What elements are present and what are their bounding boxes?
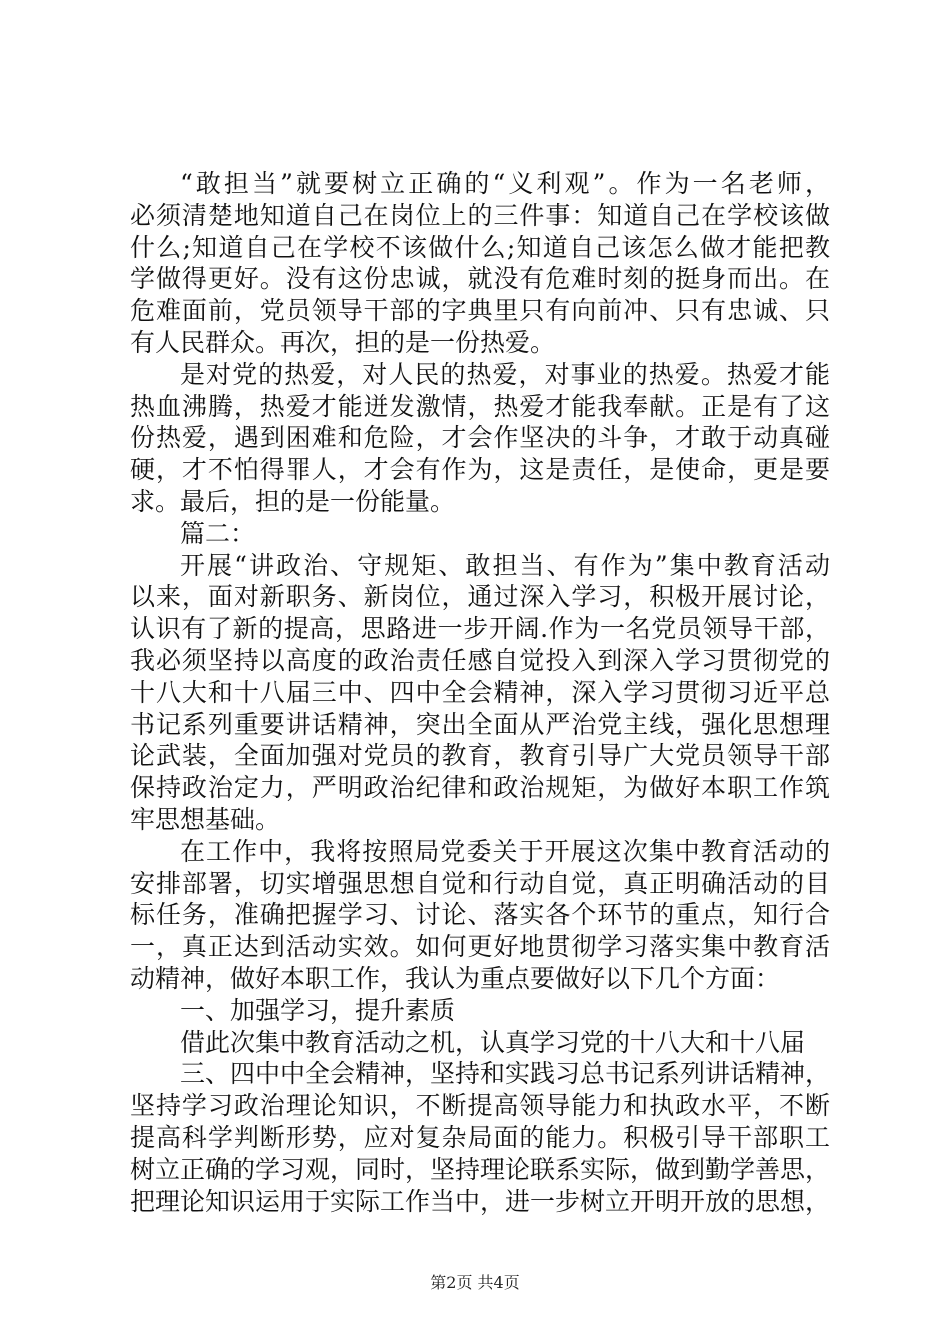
text-line: 认识有了新的提高，思路进一步开阔.作为一名党员领导干部， — [130, 614, 830, 644]
text-line: 一、加强学习，提升素质 — [180, 995, 456, 1025]
text-line: 学做得更好。没有这份忠诚，就没有危难时刻的挺身而出。在 — [130, 264, 830, 294]
text-line: 牢思想基础。 — [130, 804, 281, 834]
text-line: 提高科学判断形势，应对复杂局面的能力。积极引导干部职工 — [130, 1122, 830, 1152]
text-line: 把理论知识运用于实际工作当中，进一步树立开明开放的思想， — [130, 1186, 831, 1216]
text-line: 份热爱，遇到困难和危险，才会作坚决的斗争，才敢于动真碰 — [130, 423, 830, 453]
text-line: 有人民群众。再次，担的是一份热爱。 — [130, 327, 556, 357]
text-line: 论武装，全面加强对党员的教育，教育引导广大党员领导干部 — [130, 741, 830, 771]
text-line: 坚持学习政治理论知识，不断提高领导能力和执政水平，不断 — [130, 1091, 830, 1121]
text-line: 开展“讲政治、守规矩、敢担当、有作为”集中教育活动 — [180, 550, 830, 580]
text-line: 以来，面对新职务、新岗位，通过深入学习，积极开展讨论， — [130, 582, 830, 612]
text-line: 篇二： — [180, 518, 256, 548]
text-line: 是对党的热爱，对人民的热爱，对事业的热爱。热爱才能 — [180, 359, 830, 389]
text-line: 借此次集中教育活动之机，认真学习党的十八大和十八届 — [180, 1027, 806, 1057]
text-line: 安排部署，切实增强思想自觉和行动自觉，真正明确活动的目 — [130, 868, 830, 898]
text-line: 三、四中中全会精神，坚持和实践习总书记系列讲话精神， — [180, 1059, 831, 1089]
text-line: 十八大和十八届三中、四中全会精神，深入学习贯彻习近平总 — [130, 677, 830, 707]
document-body — [130, 168, 830, 1217]
text-line: 保持政治定力，严明政治纪律和政治规矩，为做好本职工作筑 — [130, 773, 830, 803]
text-line: 热血沸腾，热爱才能迸发激情，热爱才能我奉献。正是有了这 — [130, 391, 830, 421]
text-line: 必须清楚地知道自己在岗位上的三件事：知道自己在学校该做 — [130, 200, 830, 230]
text-line: 我必须坚持以高度的政治责任感自觉投入到深入学习贯彻党的 — [130, 645, 830, 675]
text-line: 危难面前，党员领导干部的字典里只有向前冲、只有忠诚、只 — [130, 296, 830, 326]
text-line: “敢担当”就要树立正确的“义利观”。作为一名老师， — [180, 169, 830, 198]
text-line: 求。最后，担的是一份能量。 — [130, 486, 456, 516]
text-line: 树立正确的学习观，同时，坚持理论联系实际，做到勤学善思， — [130, 1154, 831, 1184]
text-line: 书记系列重要讲话精神，突出全面从严治党主线，强化思想理 — [130, 709, 830, 739]
text-line: 硬，才不怕得罪人，才会有作为，这是责任，是使命，更是要 — [130, 455, 830, 485]
text-line: 在工作中，我将按照局党委关于开展这次集中教育活动的 — [180, 836, 830, 866]
text-line: 一，真正达到活动实效。如何更好地贯彻学习落实集中教育活 — [130, 932, 830, 962]
page-footer: 第2页 共4页 — [430, 1273, 520, 1292]
text-line: 标任务，准确把握学习、讨论、落实各个环节的重点，知行合 — [130, 900, 830, 930]
text-line: 什么;知道自己在学校不该做什么;知道自己该怎么做才能把教 — [130, 232, 830, 262]
text-line: 动精神，做好本职工作，我认为重点要做好以下几个方面： — [130, 963, 781, 993]
